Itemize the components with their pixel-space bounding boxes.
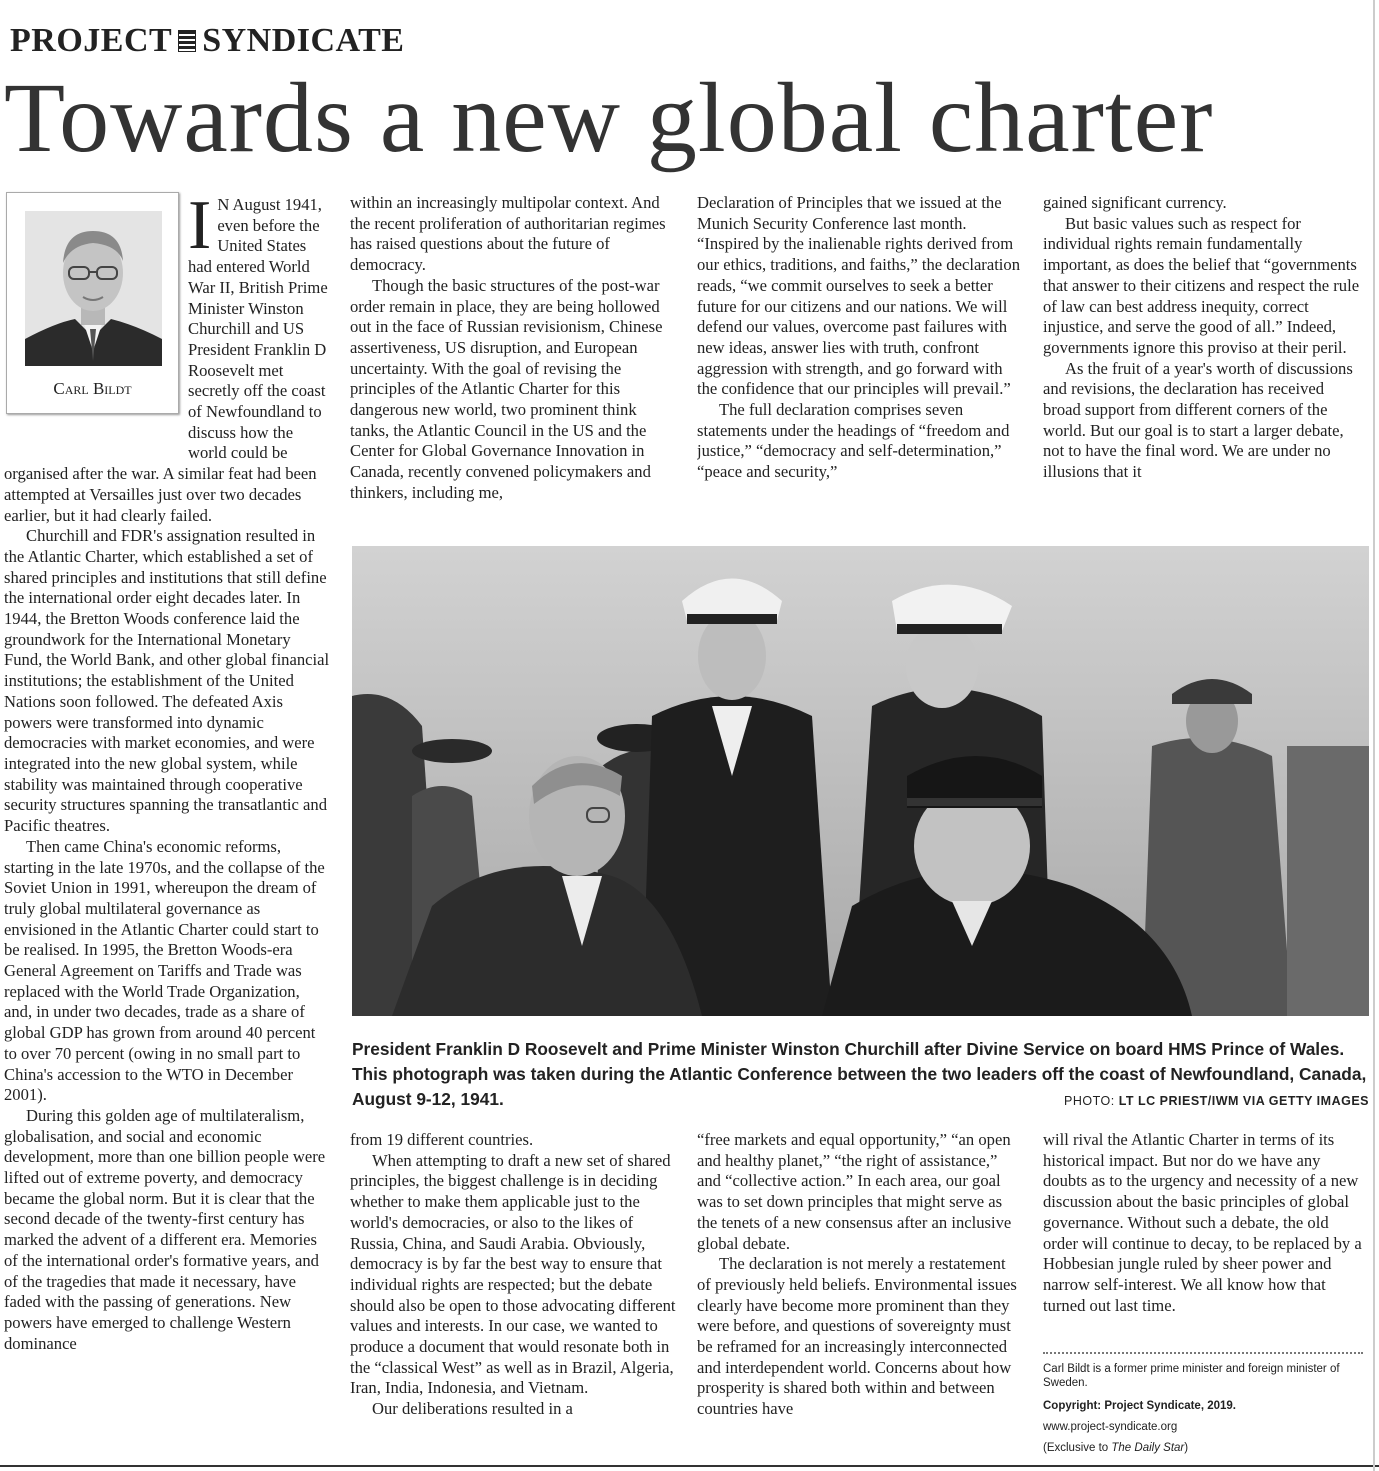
- col3-paragraph-4: The declaration is not merely a restatement of previously held beliefs. Environmental issues clearly have become more prominent than they were before, and questions of sovereignty must be reframed for an increasingly interconnected and interdependent world. Concerns about how prosperity is shared both within and between countries have: [697, 1254, 1017, 1419]
- photo-credit-name: LT LC PRIEST/IWM VIA GETTY IMAGES: [1118, 1094, 1369, 1108]
- column-2-bottom: [350, 1130, 676, 1462]
- right-edge-line: [1373, 0, 1375, 1471]
- publication-name: The Daily Star: [1111, 1442, 1185, 1454]
- column-1: [4, 195, 330, 1460]
- col2-paragraph-4: When attempting to draft a new set of shared principles, the biggest challenge is in deciding whether to make them applicable just to the world's democracies, or also to the likes of Russia, China, and Saudi Arabia. Obviously, democracy is by far the best way to ensure that individual rights are respected; but the debate should also be open to those advocating different values and interests. In our case, we wanted to produce a document that would resonate both in the “classical West” as well as in Brazil, Algeria, Iran, India, Indonesia, and Vietnam.: [350, 1150, 676, 1398]
- col1-paragraph-2: Churchill and FDR's assignation resulted in the Atlantic Charter, which established a set of shared principles and institutions that still define the international order eight decades later. In 1944, the Bretton Woods conference laid the groundwork for the International Monetary Fund, the World Bank, and other global financial institutions; the establishment of the United Nations soon followed. The defeated Axis powers were transformed into dynamic democracies with market economies, and were integrated into the new global system, while stability was maintained through cooperative security structures spanning the transatlantic and Pacific theatres.: [4, 526, 330, 836]
- book-icon: [178, 30, 196, 52]
- roosevelt-churchill-photo: [352, 546, 1369, 1016]
- photo-credit-label: PHOTO:: [1064, 1094, 1119, 1108]
- article-headline: Towards a new global charter: [4, 62, 1214, 173]
- publisher-logo: [10, 22, 404, 60]
- author-name: Carl Bildt: [53, 379, 132, 398]
- col3-paragraph-2: The full declaration comprises seven statements under the headings of “freedom and justice,” “democracy and self-determination,” “peace and security,”: [697, 400, 1010, 482]
- drop-cap: I: [188, 195, 212, 264]
- bio-separator: [1043, 1352, 1363, 1354]
- col2-paragraph-3: from 19 different countries.: [350, 1130, 534, 1149]
- col4-paragraph-1: gained significant currency.: [1043, 193, 1227, 212]
- column-3-top: [697, 193, 1023, 529]
- author-card-spacer: [4, 195, 188, 445]
- column-2-top: [350, 193, 676, 529]
- col2-paragraph-1: within an increasingly multipolar context. And the recent proliferation of authoritarian regimes has raised questions about the future of democracy.: [350, 193, 666, 275]
- col1-paragraph-4: During this golden age of multilateralism, globalisation, and social and economic development, more than one billion people were lifted out of extreme poverty, and democracy became the global norm. But it is clear that the second decade of the twenty-first century has marked the advent of a different era. Memories of the international order's formative years, and of the tragedies that made it necessary, have faded with the passing of generations. New powers have emerged to challenge Western dominance: [4, 1105, 326, 1353]
- col3-paragraph-3: “free markets and equal opportunity,” “an open and healthy planet,” “the right of assistance,” and “collective action.” In each area, our goal was to set down principles that might serve as the tenets of a new consensus after an inclusive global debate.: [697, 1130, 1012, 1253]
- article-photo: [352, 546, 1369, 1016]
- brand-left: PROJECT: [10, 22, 173, 59]
- col1-paragraph-1: N August 1941, even before the United States had entered World War II, British Prime Minister Winston Churchill and US President Franklin D Roosevelt met secretly off the coast of Newfoundland to discuss how the world could be organised after the war. A similar feat had been attempted at Versailles just over two decades earlier, but it had clearly failed.: [4, 195, 328, 525]
- col4-paragraph-3: As the fruit of a year's worth of discussions and revisions, the declaration has received broad support from different corners of the world. But our goal is to start a larger debate, not to have the final word. We are under no illusions that it: [1043, 358, 1353, 482]
- col2-paragraph-5: Our deliberations resulted in a: [372, 1399, 573, 1419]
- col2-paragraph-2: Though the basic structures of the post-war order remain in place, they are being hollowed out in the face of Russian revisionism, Chinese assertiveness, US disruption, and European uncertainty. With the goal of revising the principles of the Atlantic Charter for this dangerous new world, two prominent think tanks, the Atlantic Council in the US and the Center for Global Governance Innovation in Canada, recently convened policymakers and thinkers, including me,: [350, 275, 663, 502]
- col1-paragraph-3: Then came China's economic reforms, starting in the late 1970s, and the collapse of the Soviet Union in 1991, whereupon the dream of truly global multilateral governance as envisioned in the Atlantic Charter could start to be realised. In 1995, the Bretton Woods-era General Agreement on Tariffs and Trade was replaced with the World Trade Organization, and, in under two decades, trade as a share of global GDP has grown from around 40 percent to over 70 percent (owing in no small part to China's accession to the WTO in December 2001).: [4, 836, 325, 1105]
- column-4-bottom: [1043, 1130, 1365, 1345]
- column-4-top: [1043, 193, 1365, 529]
- author-bio: Carl Bildt is a former prime minister and foreign minister of Sweden.: [1043, 1363, 1340, 1389]
- photo-credit: [1064, 1094, 1369, 1108]
- photo-caption: President Franklin D Roosevelt and Prime Minister Winston Churchill after Divine Service on board HMS Prince of Wales. This photograph was taken during the Atlantic Conference between the two leaders off the coast of Newfoundland, Canada, August 9-12, 1941.: [352, 1039, 1367, 1109]
- col4-paragraph-2: But basic values such as respect for individual rights remain fundamentally important, as does the belief that “governments that answer to their citizens and respect the rule of law can best address inequity, correct injustice, and serve the good of all.” Indeed, governments ignore this proviso at their peril.: [1043, 213, 1360, 357]
- bottom-rule: [0, 1465, 1379, 1467]
- column-3-bottom: [697, 1130, 1023, 1462]
- brand-right: SYNDICATE: [202, 22, 405, 59]
- exclusive-pre: (Exclusive to: [1043, 1442, 1112, 1454]
- col3-paragraph-1: Declaration of Principles that we issued at the Munich Security Conference last month. “Inspired by the inalienable rights derived from our ethics, traditions, and faiths,” the declaration reads, “we commit ourselves to seek a better future for our citizens and our nations. We will defend our values, overcome past failures with new ideas, answer lies with truth, confront aggression with strength, and go forward with the confidence that our principles will prevail.”: [697, 193, 1021, 399]
- copyright-line: Copyright: Project Syndicate, 2019.: [1043, 1400, 1237, 1412]
- source-url[interactable]: www.project-syndicate.org: [1043, 1421, 1178, 1433]
- exclusive-post: ): [1184, 1442, 1189, 1454]
- exclusive-note: [1043, 1441, 1365, 1455]
- col4-paragraph-4: will rival the Atlantic Charter in terms of its historical impact. But nor do we have any doubts as to the urgency and necessity of a new discussion about the basic principles of global governance. Without such a debate, the old order will continue to decay, to be replaced by a Hobbesian jungle ruled by sheer power and narrow self-interest. We all know how that turned out last time.: [1043, 1130, 1362, 1315]
